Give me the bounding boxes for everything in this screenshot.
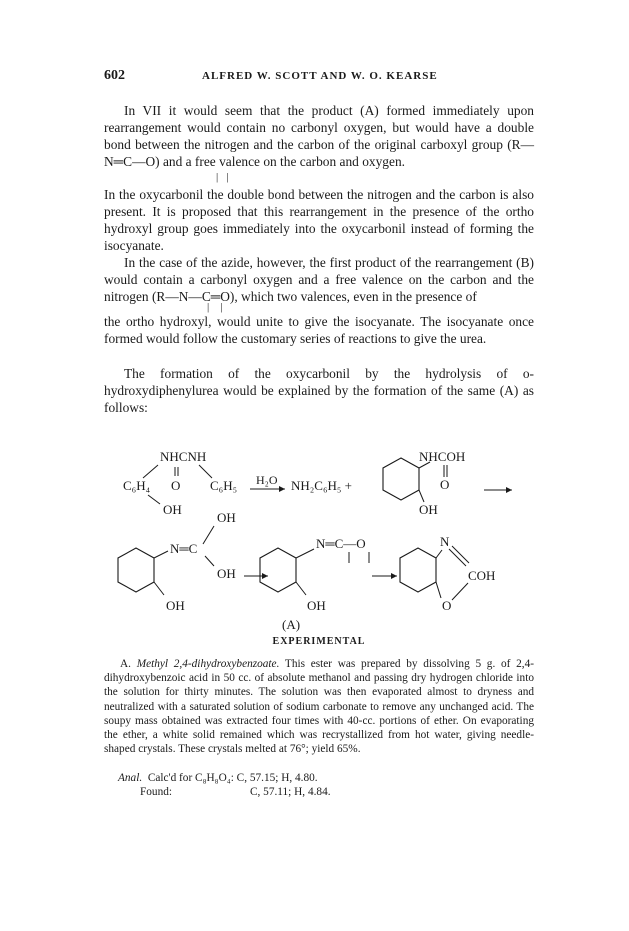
bond-line bbox=[296, 549, 314, 558]
bond-line bbox=[199, 465, 212, 478]
bond-line bbox=[154, 551, 168, 558]
running-title: ALFRED W. SCOTT AND W. O. KEARSE bbox=[202, 70, 438, 82]
valence-ticks-1: | | bbox=[216, 171, 229, 183]
water-label: H₂O bbox=[256, 473, 278, 487]
calcd-values: Calc'd for C₈H₈O₄: C, 57.15; H, 4.80. bbox=[147, 772, 318, 784]
paragraph-azide-continued-text: the ortho hydroxyl, would unite to give the isocyanate. The isocyanate once formed would follow the customary series of reactions to give the urea. bbox=[104, 314, 534, 346]
benzene-ring-3 bbox=[260, 548, 296, 592]
paragraph-azide-text: In the case of the azide, however, the first product of the rearrangement (B) would contain a carbonyl oxygen and a free valence on the carbon and the nitrogen (R—N—C═O), which two valences, even in the presence of bbox=[104, 255, 534, 304]
arrowhead bbox=[279, 486, 285, 492]
entry-label: A. bbox=[120, 658, 131, 670]
paragraph-hydrolysis-text: The formation of the oxycarbonil by the hydrolysis of o-hydroxydiphenylurea would be explained by the formation of the same (A) as follows: bbox=[104, 366, 534, 415]
oh-label-ring1: OH bbox=[166, 598, 185, 613]
c6h5-label: C₆H₅ bbox=[210, 478, 238, 493]
carbonyl-o-label: O bbox=[171, 478, 181, 493]
paragraph-oxycarbonil-text: In the oxycarbonil the double bond between the nitrogen and the carbon is also present. It is proposed that this rearrangement in the presence of the ortho hydroxyl group goes immediately into the oxycarbonil instead of forming the isocyanate. bbox=[104, 187, 534, 253]
section-heading-experimental: EXPERIMENTAL bbox=[272, 636, 366, 647]
paragraph-product-a-text: In VII it would seem that the product (A) formed immediately upon rearrangement would contain no carbonyl oxygen, but would have a double bond between the nitrogen and the carbon of the original carboxyl group (R—N═C—O) and a free valence on the carbon and oxygen. bbox=[104, 103, 534, 169]
compound-name: Methyl 2,4-dihydroxybenzoate. bbox=[136, 658, 280, 670]
n-c-label: N═C bbox=[170, 541, 198, 556]
carbonyl-o-label-right: O bbox=[440, 477, 450, 492]
coh-label: COH bbox=[468, 568, 496, 583]
n-c-o-label: N═C—O bbox=[316, 536, 366, 551]
benzene-ring-2 bbox=[118, 548, 154, 592]
bond-line bbox=[419, 490, 424, 502]
oh-label-mid: OH bbox=[217, 566, 236, 581]
found-values: C, 57.11; H, 4.84. bbox=[250, 786, 331, 798]
label-a: (A) bbox=[282, 617, 301, 632]
analysis-line bbox=[118, 771, 318, 785]
page-number: 602 bbox=[104, 68, 125, 83]
bond-line bbox=[154, 582, 164, 595]
c6h4-label: C₆H₄ bbox=[123, 478, 151, 493]
n-label: N bbox=[440, 534, 450, 549]
ring-o-label: O bbox=[442, 598, 452, 613]
anal-label: Anal. bbox=[118, 772, 143, 784]
nhcoh-label: NHCOH bbox=[419, 449, 466, 464]
aniline-label: NH₂C₆H₅ + bbox=[291, 478, 353, 493]
arrowhead bbox=[262, 573, 268, 579]
benzene-ring-1 bbox=[383, 458, 419, 500]
found-label: Found: bbox=[140, 786, 173, 798]
bond-line bbox=[203, 526, 214, 544]
oh-label-ring2: OH bbox=[307, 598, 326, 613]
benzene-ring-4 bbox=[400, 548, 436, 592]
nhcnh-label: NHCNH bbox=[160, 449, 207, 464]
arrowhead bbox=[391, 573, 397, 579]
bond-line bbox=[436, 582, 441, 598]
bond-line bbox=[143, 465, 158, 478]
bond-line bbox=[205, 556, 214, 566]
bond-line bbox=[296, 582, 306, 595]
experimental-text: This ester was prepared by dissolving 5 g. of 2,4-dihydroxybenzoic acid in 50 cc. of absolute methanol and passing dry hydrogen chloride into the solution for thirty minutes. The solution was then evaporated almost to dryness and neutralized with a saturated solution of sodium carbonate to remove any unchanged acid. The soupy mass obtained was extracted four times with 40-cc. portions of ether. On evaporating the ether, a white solid remained which was recrystallized from hot water, giving needle-shaped crystals. These crystals melted at 76°; yield 65%. bbox=[104, 658, 534, 756]
bond-line bbox=[148, 495, 160, 504]
arrowhead bbox=[506, 487, 512, 493]
experimental-paragraph bbox=[104, 657, 534, 756]
oh-label-right: OH bbox=[419, 502, 438, 517]
bond-line bbox=[452, 583, 468, 600]
bond-line bbox=[436, 550, 442, 558]
valence-ticks-2: | | bbox=[207, 301, 223, 313]
oh-label-top: OH bbox=[217, 510, 236, 525]
oh-label-left: OH bbox=[163, 502, 182, 517]
